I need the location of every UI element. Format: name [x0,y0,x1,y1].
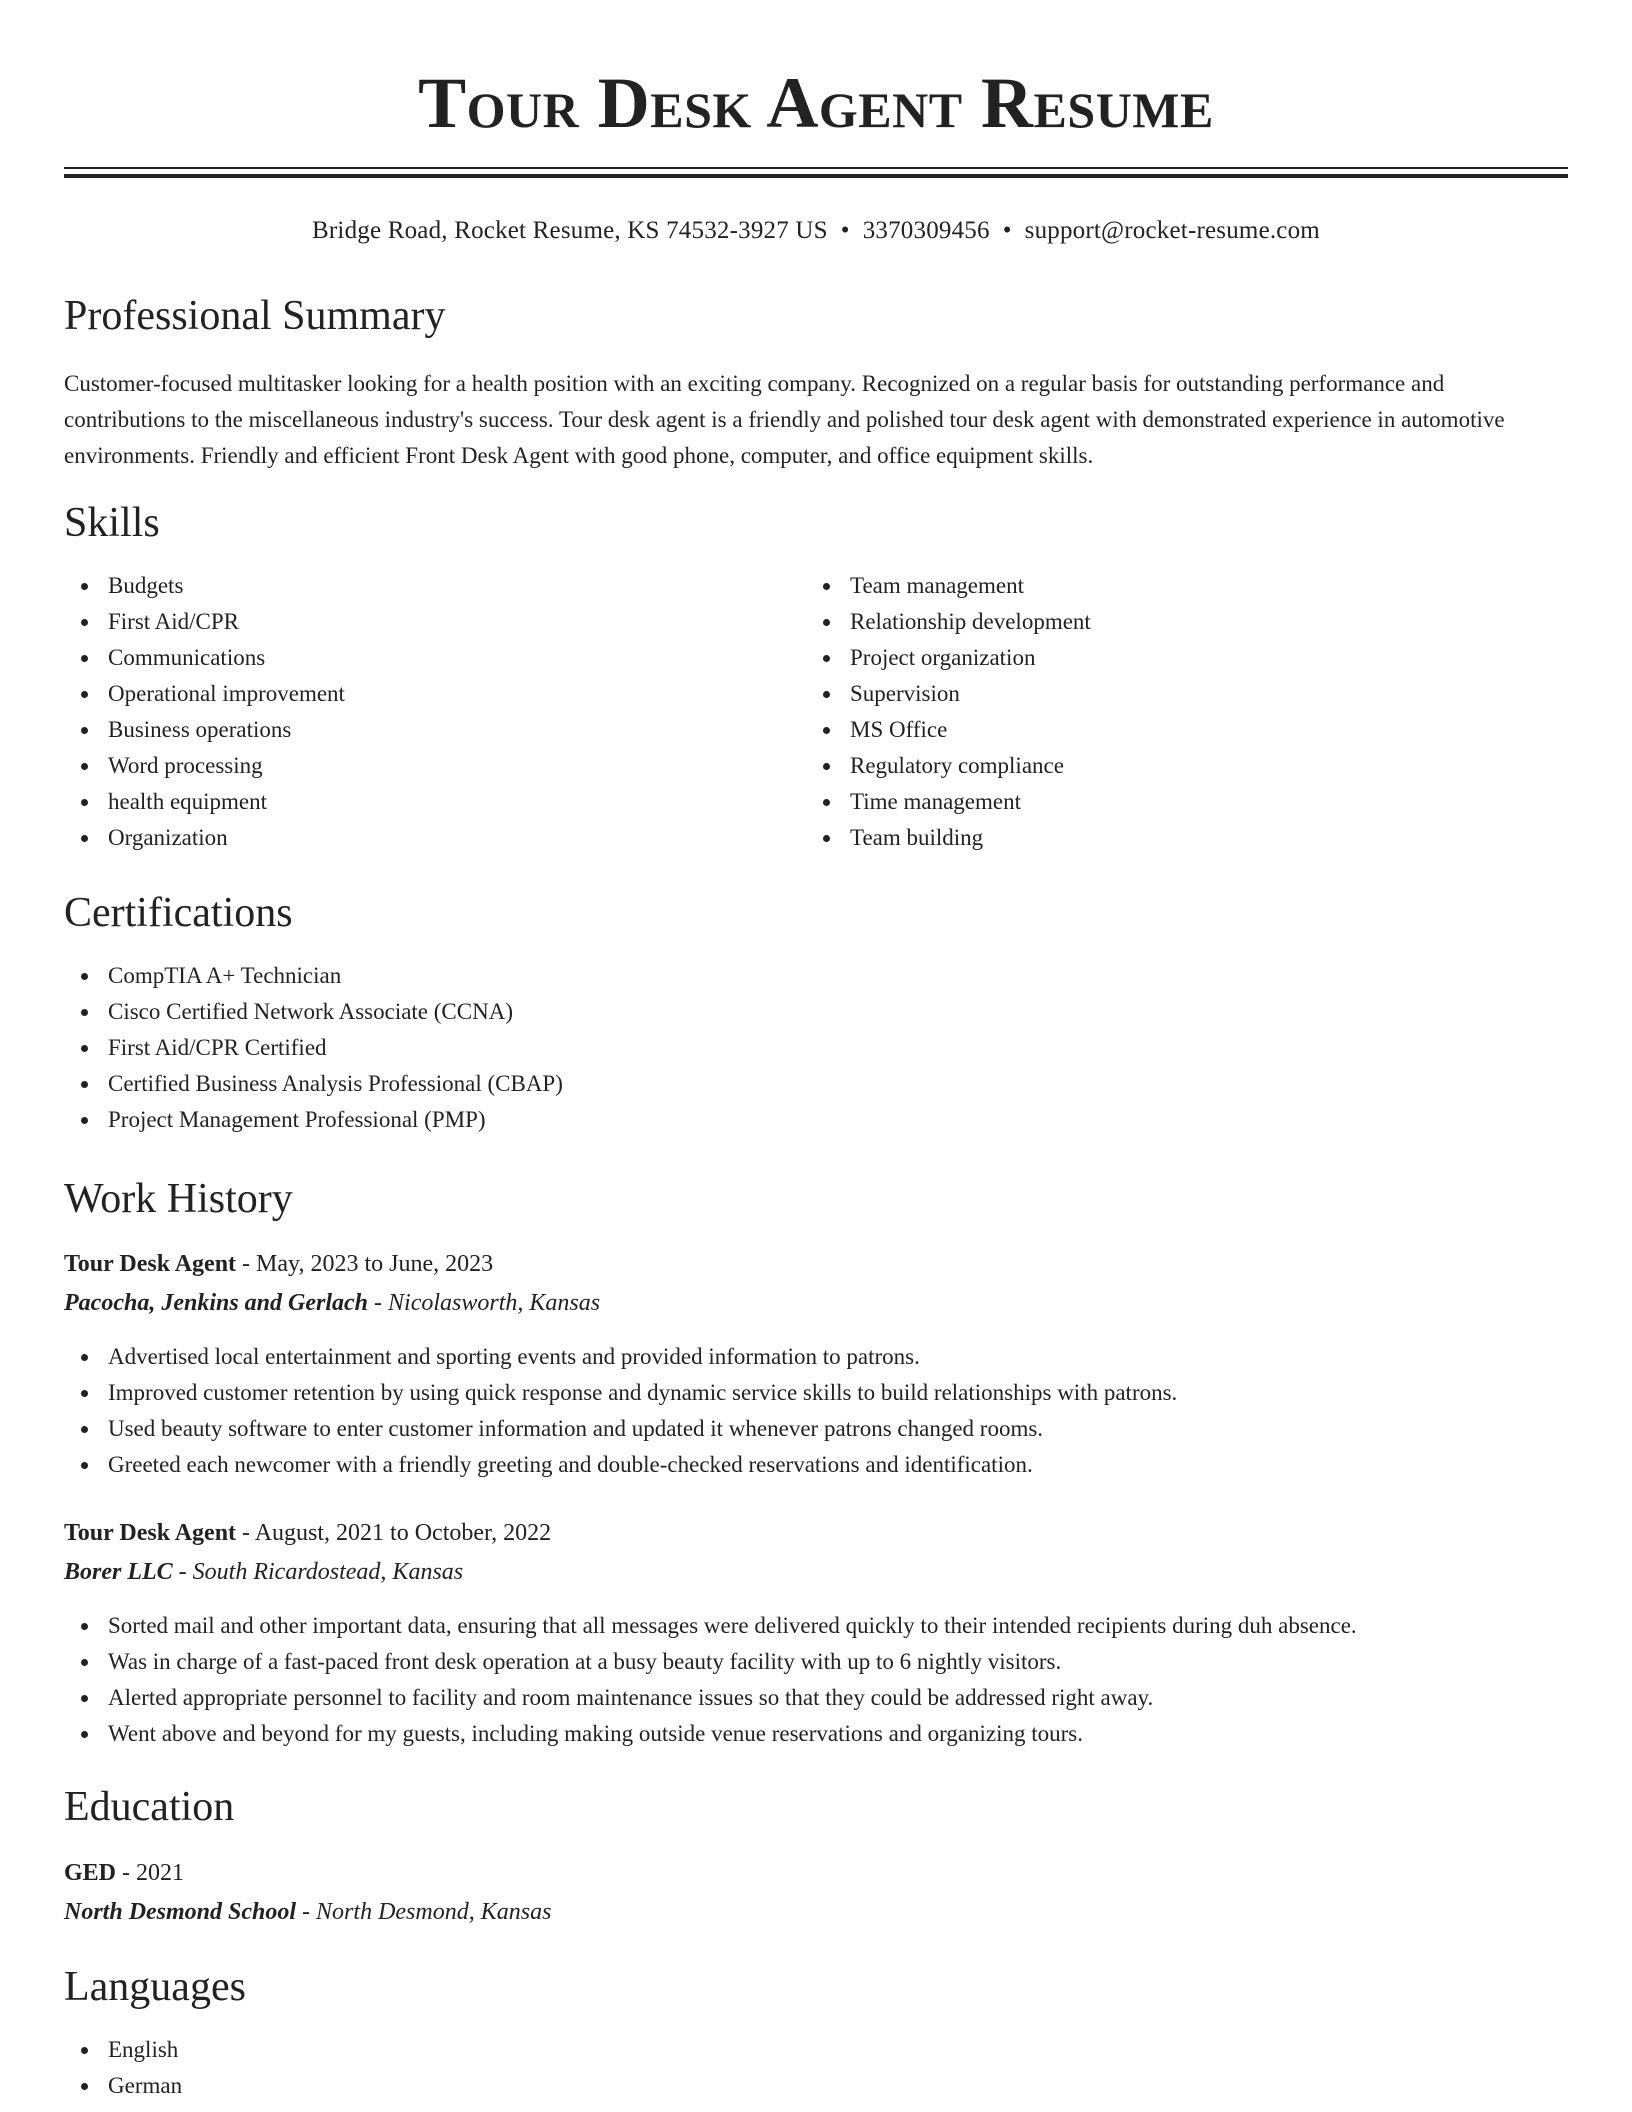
job-duty-item: Advertised local entertainment and sporting events and provided information to patrons. [64,1339,1568,1375]
job-duty-item: Alerted appropriate personnel to facility and room maintenance issues so that they could be addressed right away. [64,1680,1568,1716]
skill-item: Communications [64,640,804,676]
employer-name: Pacocha, Jenkins and Gerlach [64,1290,369,1316]
degree: GED [64,1860,117,1886]
title-divider-thick [64,174,1568,178]
job-duty-item: Greeted each newcomer with a friendly greeting and double-checked reservations and identification. [64,1447,1568,1483]
skill-item: Organization [64,820,804,856]
job-title: Tour Desk Agent [64,1520,237,1546]
skills-list-left [64,568,804,856]
certification-item: Project Management Professional (PMP) [64,1102,1568,1138]
contact-line [64,214,1568,248]
skill-item: Business operations [64,712,804,748]
job-duties-list [64,1608,1568,1752]
employer-line: Pacocha, Jenkins and Gerlach - Nicolasworth, Kansas [64,1290,601,1316]
employer-location: South Ricardostead, Kansas [192,1559,464,1585]
skill-item: Time management [806,784,1546,820]
work-history-heading: Work History [64,1176,293,1222]
certification-item: CompTIA A+ Technician [64,958,1568,994]
employer-line: Borer LLC - South Ricardostead, Kansas [64,1559,464,1585]
job-duty-item: Used beauty software to enter customer information and updated it whenever patrons changed rooms. [64,1411,1568,1447]
contact-phone: 3370309456 [862,217,990,244]
job-dates: August, 2021 to October, 2022 [254,1520,552,1546]
contact-address: Bridge Road, Rocket Resume, KS 74532-3927 US [312,217,828,244]
employer-name: Borer LLC [64,1559,173,1585]
skill-item: Relationship development [806,604,1546,640]
contact-separator: • [840,217,850,244]
title-divider-thin [64,167,1568,169]
language-item: English [64,2032,1568,2068]
certification-item: Cisco Certified Network Associate (CCNA) [64,994,1568,1030]
degree-line: GED - 2021 [64,1860,185,1886]
skill-item: Team building [806,820,1546,856]
skill-item: First Aid/CPR [64,604,804,640]
job-title-line: Tour Desk Agent - May, 2023 to June, 2023 [64,1251,494,1277]
certifications-heading: Certifications [64,890,293,936]
skill-item: health equipment [64,784,804,820]
skill-item: Regulatory compliance [806,748,1546,784]
skill-item: MS Office [806,712,1546,748]
contact-separator: • [1002,217,1012,244]
skill-item: Budgets [64,568,804,604]
job-duty-item: Went above and beyond for my guests, including making outside venue reservations and organizing tours. [64,1716,1568,1752]
skill-item: Team management [806,568,1546,604]
skills-heading: Skills [64,500,160,546]
job-duty-item: Improved customer retention by using quick response and dynamic service skills to build relationships with patrons. [64,1375,1568,1411]
school-name: North Desmond School [64,1899,297,1925]
skill-item: Project organization [806,640,1546,676]
skill-item: Word processing [64,748,804,784]
job-title: Tour Desk Agent [64,1251,237,1277]
school-line: North Desmond School - North Desmond, Kansas [64,1899,552,1925]
job-duty-item: Was in charge of a fast-paced front desk operation at a busy beauty facility with up to 6 nightly visitors. [64,1644,1568,1680]
summary-heading: Professional Summary [64,293,446,339]
certification-item: First Aid/CPR Certified [64,1030,1568,1066]
summary-text: Customer-focused multitasker looking for a health position with an exciting company. Recognized on a regular basis for outstanding performance and contributions to the miscellaneous industry's success. Tour desk agent is a friendly and polished tour desk agent with demonstrated experience in automotive environments. Friendly and efficient Front Desk Agent with good phone, computer, and office equipment skills. [64,371,1505,468]
languages-heading: Languages [64,1964,246,2010]
job-dates: May, 2023 to June, 2023 [256,1251,494,1277]
school-location: North Desmond, Kansas [316,1899,552,1925]
resume-title: Tour Desk Agent Resume [418,63,1214,143]
job-title-line: Tour Desk Agent - August, 2021 to October, 2022 [64,1520,552,1546]
languages-list [64,2032,1568,2104]
skill-item: Supervision [806,676,1546,712]
job-duties-list [64,1339,1568,1483]
graduation-year: 2021 [136,1860,185,1886]
employer-location: Nicolasworth, Kansas [388,1290,601,1316]
language-item: German [64,2068,1568,2104]
contact-email[interactable]: support@rocket-resume.com [1024,217,1320,244]
skills-list-right [806,568,1546,856]
education-heading: Education [64,1784,235,1830]
certifications-list [64,958,1568,1138]
certification-item: Certified Business Analysis Professional (CBAP) [64,1066,1568,1102]
skill-item: Operational improvement [64,676,804,712]
job-duty-item: Sorted mail and other important data, ensuring that all messages were delivered quickly to their intended recipients during duh absence. [64,1608,1568,1644]
